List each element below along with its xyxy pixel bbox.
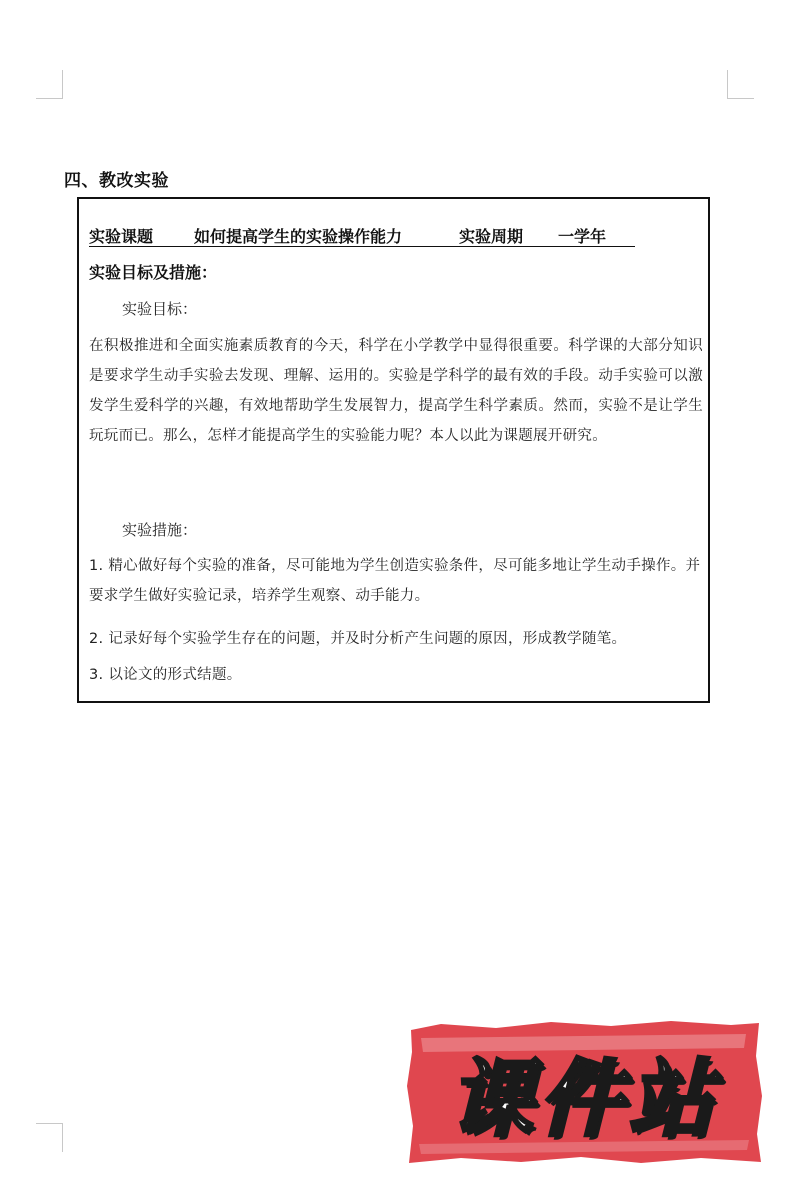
measure-item: 2. 记录好每个实验学生存在的问题，并及时分析产生问题的原因，形成教学随笔。 xyxy=(89,631,627,647)
measure-item: 1. 精心做好每个实验的准备，尽可能地为学生创造实验条件，尽可能多地让学生动手操作。并要求学生做好实验记录，培养学生观察、动手能力。 xyxy=(89,558,701,604)
measure-item: 3. 以论文的形式结题。 xyxy=(89,667,242,683)
watermark-logo xyxy=(401,1016,766,1168)
goals-heading: 实验目标及措施： xyxy=(89,263,218,282)
section-heading: 四、教改实验 xyxy=(64,171,169,191)
measures-label: 实验措施： xyxy=(122,521,198,539)
page-corner-mark-top-right xyxy=(727,70,754,99)
experiment-table xyxy=(77,197,710,703)
period-label: 实验周期 xyxy=(459,227,524,246)
topic-row xyxy=(89,224,635,247)
topic-value: 如何提高学生的实验操作能力 xyxy=(194,227,403,246)
target-paragraph: 在积极推进和全面实施素质教育的今天，科学在小学教学中显得很重要。科学课的大部分知识是要求学生动手实验去发现、理解、运用的。实验是学科学的最有效的手段。动手实验可以激发学生爱科学的兴趣，有效地帮助学生发展智力，提高学生科学素质。然而，实验不是让学生玩玩而已。那么，怎样才能提高学生的实验能力呢？本人以此为课题展开研究。 xyxy=(89,338,703,444)
period-value: 一学年 xyxy=(558,227,607,246)
target-label: 实验目标： xyxy=(122,300,198,318)
watermark-text: 课件站 xyxy=(448,1049,719,1148)
topic-label: 实验课题 xyxy=(89,227,154,246)
page-corner-mark-bottom-left xyxy=(36,1123,63,1152)
page-corner-mark-top-left xyxy=(36,70,63,99)
